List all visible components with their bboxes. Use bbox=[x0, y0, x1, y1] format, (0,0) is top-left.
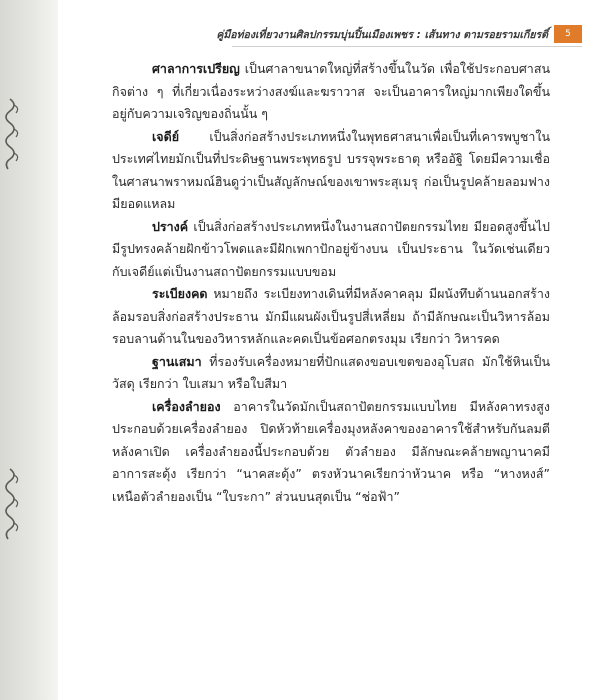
glossary-entry bbox=[112, 351, 550, 396]
glossary-entry bbox=[112, 126, 550, 216]
glossary-term: เจดีย์ bbox=[152, 128, 180, 144]
glossary-definition: เป็นศาลาขนาดใหญ่ที่สร้างขึ้นในวัด เพื่อใช้ประกอบศาสนกิจต่าง ๆ ที่เกี่ยวเนื่องระหว่างสงฆ์และฆราวาส จะเป็นอาคารใหญ่มากเพียงใดขึ้นอยู่กับความเจริญของถิ่นนั้น ๆ bbox=[112, 61, 550, 121]
glossary-entry bbox=[112, 216, 550, 284]
glossary-definition: เป็นสิ่งก่อสร้างประเภทหนึ่งในพุทธศาสนาเพื่อเป็นที่เคารพบูชาในประเทศไทยมักเป็นที่ประดิษฐานพระพุทธรูป บรรจุพระธาตุ หรืออัฐิ โดยมีความเชื่อในศาสนาพราหมณ์ฮินดูว่าเป็นสัญลักษณ์ของเขาพระสุเมรุ ก่อเป็นรูปคล้ายลอมฟาง มียอดแหลม bbox=[112, 128, 550, 211]
left-margin-band bbox=[0, 0, 58, 700]
header-divider bbox=[232, 46, 582, 47]
page-header bbox=[216, 24, 582, 44]
page-number-badge: 5 bbox=[554, 25, 582, 43]
glossary-entry bbox=[112, 283, 550, 351]
glossary-term: ศาลาการเปรียญ bbox=[152, 61, 240, 76]
glossary-term: ฐานเสมา bbox=[152, 353, 202, 369]
decorative-flourish-icon bbox=[4, 95, 24, 175]
glossary-definition: หมายถึง ระเบียงทางเดินที่มีหลังคาคลุม มีผนังทึบด้านนอกสร้างล้อมรอบสิ่งก่อสร้างประธาน มักมีแผนผังเป็นรูปสี่เหลี่ยม ถ้ามีลักษณะเป็นวิหารล้อมรอบลานด้านในของวิหารหลักและคดเป็นข้อศอกตรงมุม เรียกว่า วิหารคด bbox=[112, 286, 550, 346]
decorative-flourish-icon bbox=[4, 465, 24, 545]
glossary-body bbox=[112, 58, 550, 508]
glossary-term: เครื่องลำยอง bbox=[152, 398, 221, 414]
glossary-entry bbox=[112, 58, 550, 126]
glossary-definition: เป็นสิ่งก่อสร้างประเภทหนึ่งในงานสถาปัตยกรรมไทย มียอดสูงขึ้นไปมีรูปทรงคล้ายฝักข้าวโพดและมีฝักเพกาปักอยู่ข้างบน เป็นประธาน ในวัดเช่นเดียวกับเจดีย์แต่เป็นงานสถาปัตยกรรมแบบขอม bbox=[112, 218, 550, 279]
glossary-term: ระเบียงคด bbox=[152, 286, 208, 301]
glossary-entry bbox=[112, 396, 550, 509]
header-title: คู่มือท่องเที่ยวงานศิลปกรรมบุ่นปิ้นเมืองเพชร : เส้นทาง ตามรอยรามเกียรติ์ bbox=[216, 28, 548, 41]
glossary-term: ปรางค์ bbox=[152, 218, 189, 234]
glossary-definition: ที่รองรับเครื่องหมายที่ปักแสดงขอบเขตของอุโบสถ มักใช้หินเป็นวัสดุ เรียกว่า ใบเสมา หรือใบสีมา bbox=[112, 353, 550, 391]
glossary-definition: อาคารในวัดมักเป็นสถาปัตยกรรมแบบไทย มีหลังคาทรงสูงประกอบด้วยเครื่องลำยอง ปิดหัวท้ายเครื่องมุงหลังคาของอาคารใช้สำหรับกันลมตีหลังคาเปิด เครื่องลำยองนี้ประกอบด้วย ตัวลำยอง มีลักษณะคล้ายพญานาคมีอาการสะดุ้ง เรียกว่า “นาคสะดุ้ง” ตรงหัวนาคเรียกว่าหัวนาค หรือ “หางหงส์” เหนือตัวลำยองเป็น “ใบระกา” ส่วนบนสุดเป็น “ช่อฟ้า” bbox=[112, 398, 550, 504]
